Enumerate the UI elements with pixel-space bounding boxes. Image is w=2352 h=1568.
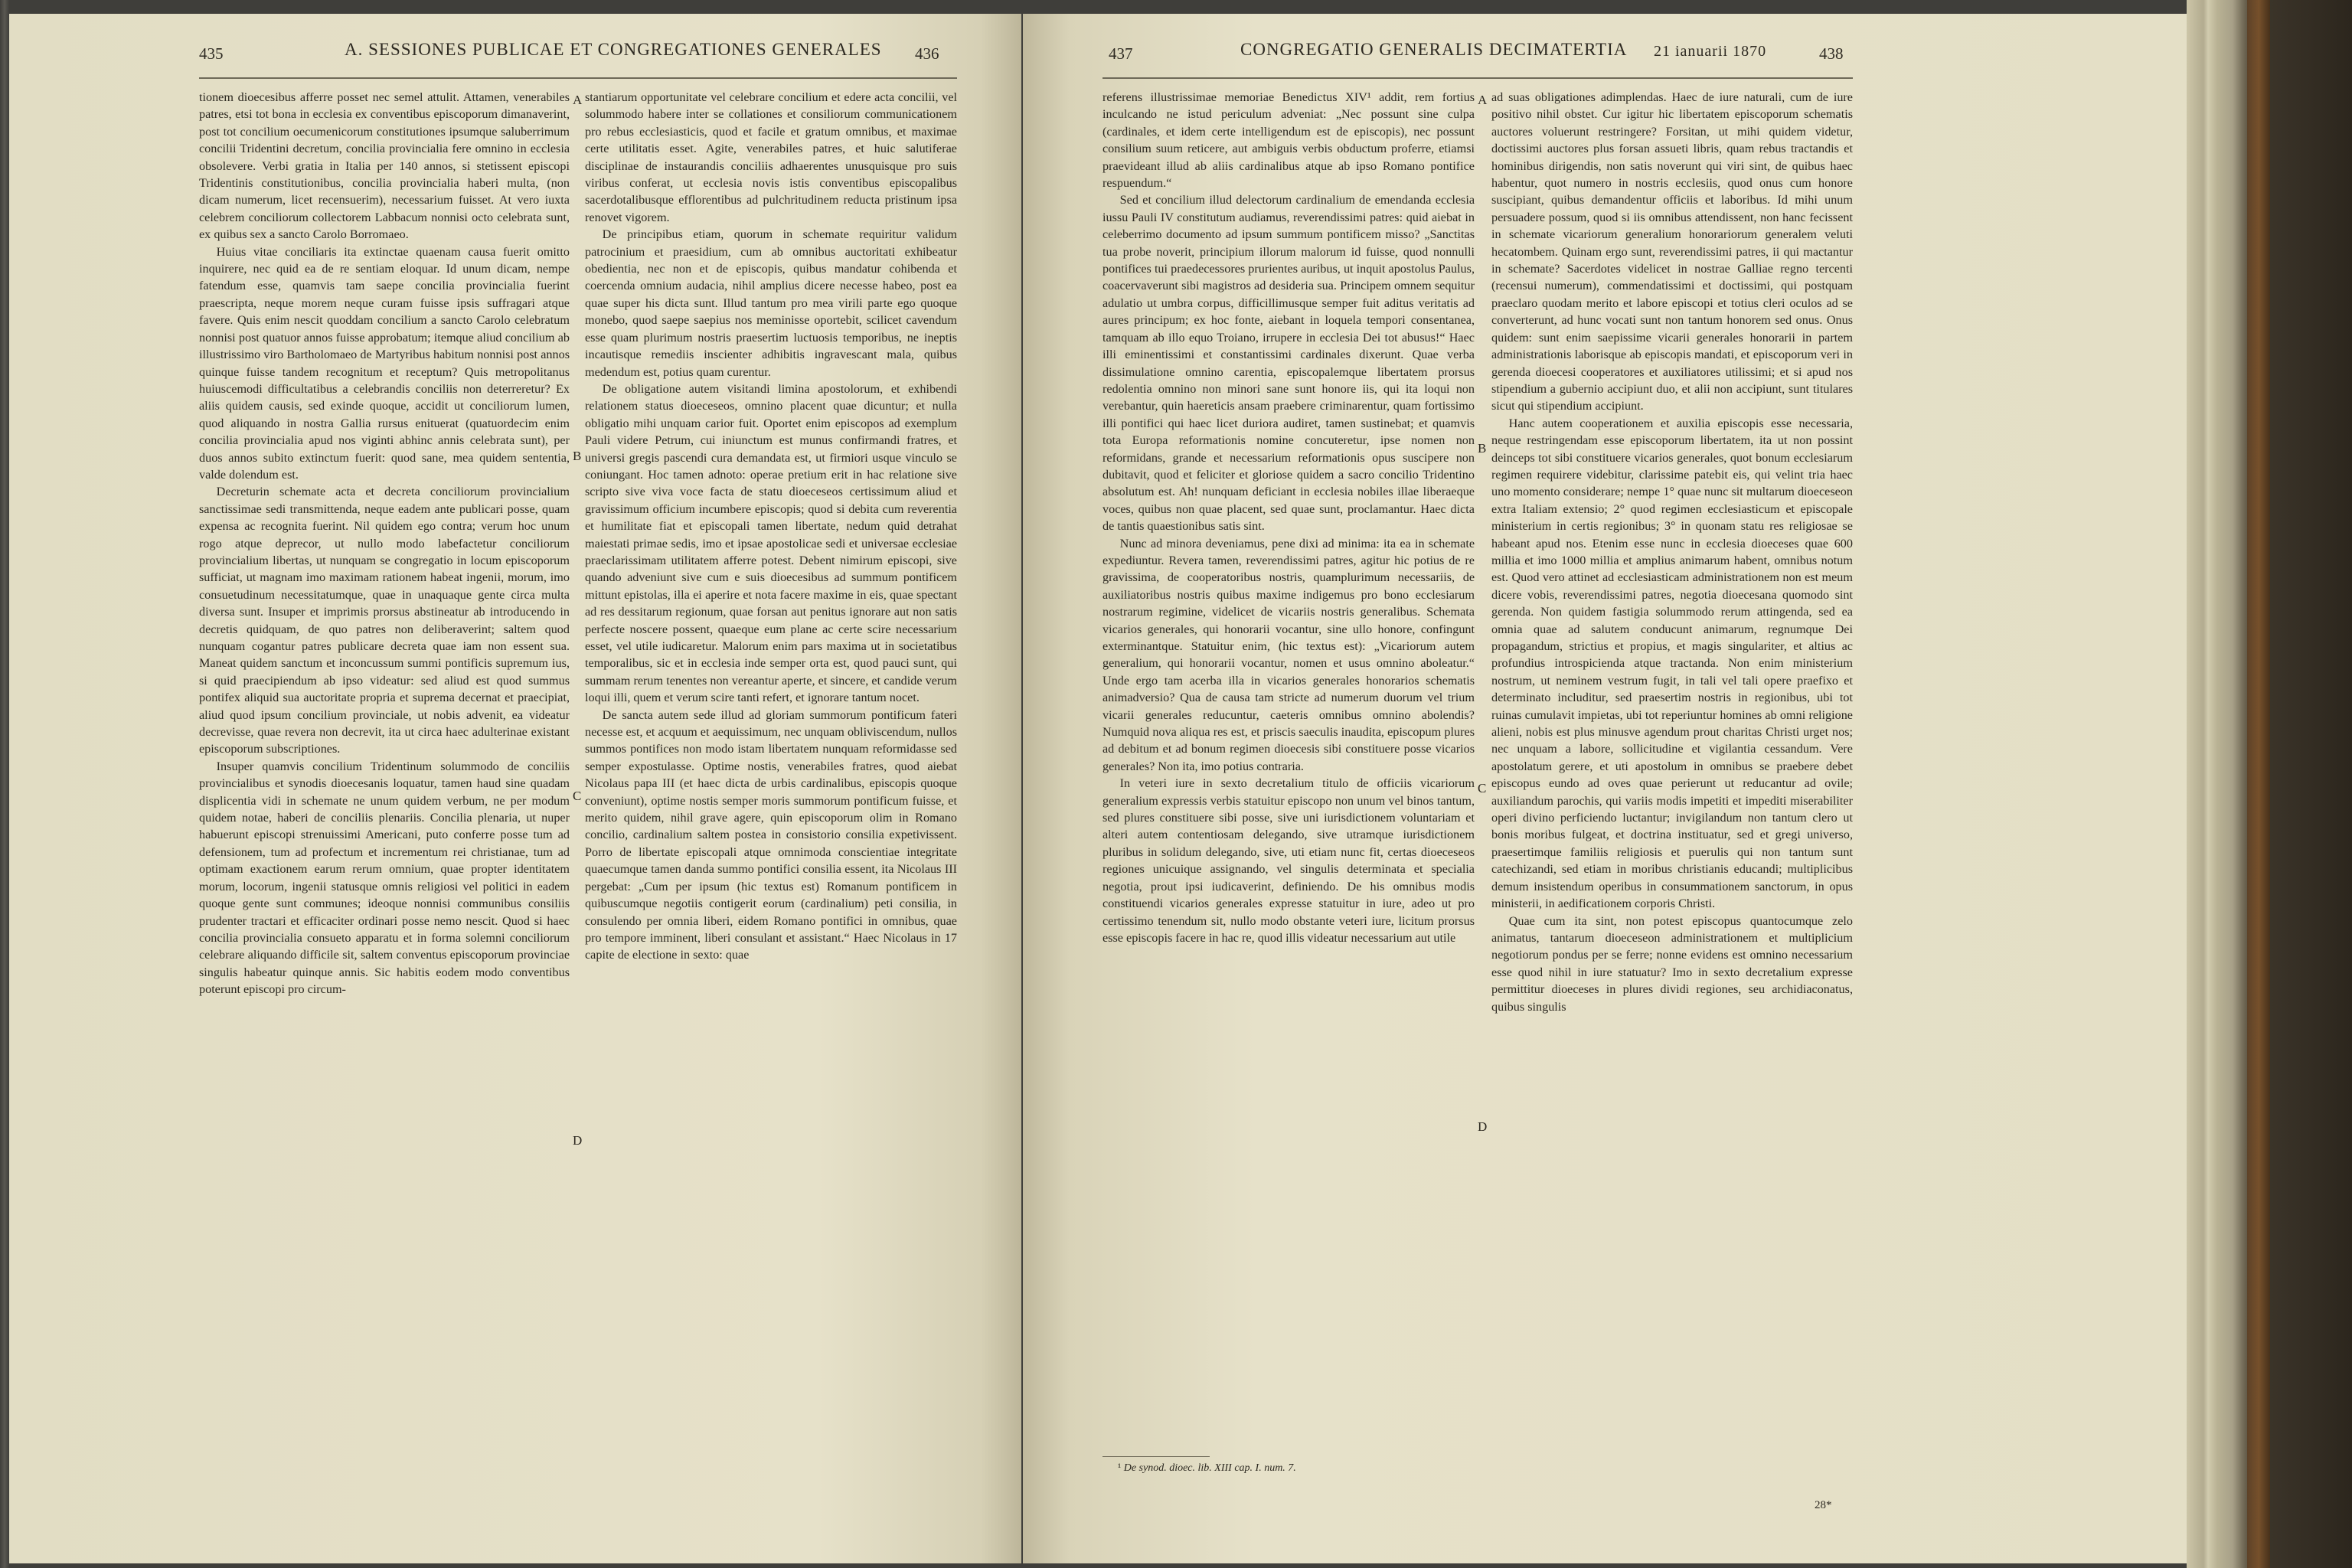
running-date: 21 ianuarii 1870 xyxy=(1654,43,1767,60)
margin-letter: D xyxy=(573,1133,583,1148)
margin-letter: A xyxy=(1478,93,1488,107)
header-rule xyxy=(199,77,957,79)
paragraph: De sancta autem sede illud ad gloriam summorum pontificum fateri necesse est, et acquum et aequissimum, nec unquam obliviscendum, nullos summos pontifices non modo istam libertatem nunquam reformidasse sed semper expostulasse. Optime nostis, venerabiles fratres, quod aiebat Nicolaus papa III (et haec dicta de urbis cardinalibus, episcopis quoque conveniunt), optime nostis semper moris summorum pontificum fuisse, et merito quidem, nihil grave agere, quin episcoporum olim in Romano concilio, cardinalium saltem postea in consistorio consilia expetivissent. Porro de libertate episcopali atque omnimoda conscientiae integritate quaecumque tamen danda summo pontifici consilia essent, ita Nicolaus III pergebat: „Cum per ipsum (hic textus est) Romanum pontificem in quibuscumque negotiis contigerit eorum (cardinalium) peti consilia, in consulendo per omnia liberi, eidem Romano pontifici in omnibus, quae pro tempore imminent, liberi consulant et assistant.“ Haec Nicolaus in 17 capite de electione in sexto: quae xyxy=(585,707,957,962)
running-head: A. SESSIONES PUBLICAE ET CONGREGATIONES GENERALES xyxy=(345,40,882,59)
footnote-marker: ¹ xyxy=(1118,1462,1122,1474)
page-number: 436 xyxy=(915,44,939,63)
binding-edge xyxy=(2247,0,2270,1568)
signature-mark: 28* xyxy=(1815,1499,1832,1511)
margin-letter: B xyxy=(1478,441,1487,456)
page-number: 438 xyxy=(1819,44,1844,63)
paragraph: Sed et concilium illud delectorum cardinalium de emendanda ecclesia iussu Pauli IV constitutum audiamus, reverendissimi patres: quid aiebat in celeberrimo documento ad ipsum summum pontificem misso? „Sanctitas tua probe noverit, principium illorum malorum id fuisse, quod nonnulli pontifices tui praedecessores prurientes auribus, ut inquit apostolus Paulus, coacervaverunt sibi magistros ad desideria sua. Principem omnem sequitur adulatio ut umbra corpus, difficillimusque semper fuit aditus veritatis ad aures principum; ex hoc fonte, aiebant in loquela tempori consentanea, tamquam ab illo equo Troiano, irrupere in ecclesia Dei tot abusus!“ Haec illi eminentissimi et constantissimi cardinales dixerunt. Quae verba dissimulatione omnino carentia, episcopalemque libertatem prorsus redolentia omnino non minori sane sunt honore iis, qui ita loqui non verebantur, quin haereticis ansam praebere criminarentur, quam fortissimo illi pontifici qui haec licet duriora audiret, tamen sustinebat; et quamvis tota Europa reformationis nomine concuteretur, ipse nomen non reformidans, grande et necessarium reformationis opus suscipere non dubitavit, quod et feliciter et gloriose quidem a sacro concilio Tridentino absolutum est. Ah! nunquam deficiant in ecclesia nobiles illae liberaeque voces, quibus non quae placent, sed quae sunt, proclamantur. Haec dicta de tantis quaestionibus satis sint. xyxy=(1102,193,1475,534)
paragraph: Decreturin schemate acta et decreta conciliorum provincialium sanctissimae sedi transmittenda, neque eadem ante publicari posse, quam expensa ac recognita fuerint. Nil quidem ego contra; verum hoc unum rogo atque deprecor, ut nullo modo labefactetur conciliorum provincialium libertas, ut nunquam se congregatio in locum episcoporum sufficiat, ut magnam imo maximam rationem habeat ingenii, morum, imo consuetudinum necessitatumque, quae in unaquaque gente circa multa diversa sunt. Insuper et imprimis prorsus abstineatur ab introducendo in decretis quidquam, de quo patres non deliberaverint; saltem quod nunquam cogantur patres publicare decreta quae iam non essent sua. Maneat quidem sanctum et inconcussum summi pontificis supremum ius, si quid praecipiendum ab ipso videatur: sed aliud est quod summus pontifex aliquid sua auctoritate propria et suprema decernat et praecipiat, aliud quod ipsum concilium provinciale, ut nobis advenit, ea videatur decrevisse, quae revera non decrevit, ita ut circa haec adulterinae existant episcoporum subscriptiones. xyxy=(199,485,570,756)
left-page xyxy=(9,14,1021,1563)
paragraph: referens illustrissimae memoriae Benedictus XIV¹ addit, rem fortius inculcando ne istud periculum adveniat: „Nec possunt sine culpa (cardinales, et idem certe intelligendum est de episcopis), nec possunt consilium suum reticere, aut ambiguis verbis obductum proferre, etiamsi praevideant illud ab aliis cardinalibus atque ab ipso Romano pontifice respuendum.“ xyxy=(1102,90,1475,191)
paragraph: stantiarum opportunitate vel celebrare concilium et edere acta concilii, vel solummodo habere inter se collationes et consiliorum communicationem pro rebus ecclesiasticis, quod et facile et gratum omnibus, et maximae certe utilitatis esset. Agite, venerabiles patres, et huic salutiferae disciplinae de instaurandis conciliis adhaerentes unusquisque pro suis viribus conferat, ut ecclesia novis istis conventibus episcopalibus sacerdotalibusque efflorentibus ad pulchritudinem reducta pristinum ipsa renovet vigorem. xyxy=(585,90,957,224)
footnote-text: De synod. dioec. lib. XIII cap. I. num. 7. xyxy=(1123,1462,1296,1474)
paragraph: ad suas obligationes adimplendas. Haec de iure naturali, cum de iure positivo nihil obstet. Cur igitur hic libertatem episcoporum schematis auctores voluerunt restringere? Forsitan, ut mihi quidem videtur, doctissimi auctores plus forsan assueti libris, quam rebus tractandis et hominibus dirigendis, non satis noverunt qui viri sint, de quibus haec habentur, quot numero in nostris ecclesiis, quod onus cum honore suscipiant, quibus demandentur officiis et laboribus. Id mihi unum persuadere possum, quod si iis omnibus attendissent, non hanc fecissent in schemate vicariorum generalium honorariorum generalem veluti hecatombem. Quinam ergo sunt, reverendissimi patres, ii qui mactantur in schemate? Sacerdotes videlicet in nostrae Galliae regno tercenti (recensui numerum), commendatissimi et doctissimi, qui postquam praeclaro quodam merito et labore episcopi et totius cleri oculos ad se converterunt, ad hunc vocati sunt non tantum honorem sed onus. Onus quidem: sunt enim saepissime vicarii generales honorarii in partem administrationis laborisque ab episcopis mandati, et episcoporum veri in gerenda dioecesi cooperatores et auxiliatores utilissimi; et si apud nos stipendium a gubernio accipiunt duo, et alii non accipiunt, sunt titulares sicut qui stipendium accipiunt. xyxy=(1491,90,1853,413)
paragraph: Nunc ad minora deveniamus, pene dixi ad minima: ita ea in schemate expediuntur. Revera tamen, reverendissimi patres, agitur hic potius de re gravissima, de cooperatoribus nostris, quamplurimum necessariis, de auxiliatoribus nostris quibus maxime indigemus pro bono ecclesiarum nostrarum regimine, videlicet de vicariis nostris generalibus. Schemata vicarios generales, qui honorarii vocantur, sine ullo honore, confingunt exterminantque. Statuitur enim, (hic textus est): „Vicariorum autem generalium, qui honorarii vocantur, nomen et usus omnino aboleatur.“ Unde ergo tam acerba illa in vicarios generales honorarios schematis animadversio? Qua de causa tam stricte ad numerum duorum vel trium vicarii generales reducuntur, caeteris omnibus omnino abolendis? Numquid nova aliqua res est, et priscis saeculis inaudita, episcopum plures ad debitum et ad bonum regimen dioecesis sibi constituere posse vicarios generales? Non ita, imo potius contraria. xyxy=(1102,536,1475,773)
running-head: CONGREGATIO GENERALIS DECIMATERTIA xyxy=(1240,40,1628,59)
paragraph: Hanc autem cooperationem et auxilia episcopis esse necessaria, neque restringendam esse episcoporum libertatem, ita ut non possint deinceps tot sibi constituere vicarios generales, quot bonum ecclesiarum regimen requirere videbitur, clarissime patebit eis, qui velint tria haec uno momento considerare; nempe 1° quae nunc sit multarum dioeceseon extra Italiam extensio; 2° quod regimen ecclesiasticum et episcopale ministerium in certis regionibus; 3° in quonam statu res religiosae se habeant apud nos. Etenim esse nunc in ecclesia dioeceses quae 600 millia et imo 1000 millia et amplius animarum habent, omnibus notum est. Quod vero attinet ad ecclesiasticam administrationem non est meum dicere vobis, reverendissimi patres, negotia dioecesana quomodo sint gerenda. Non quidem fastigia solummodo rerum attingenda, sed ea omnia quae ad salutem conducunt animarum, regnumque Dei propagandum, strictius et propius, et magis singulariter, et altius ac profundius introspicienda atque tractanda. Non enim ministerium nostrum, ut neminem vestrum fugit, in tali vel tali opere praefixo et determinato includitur, sed praesertim nostris in regionibus, ubi tot ruinas cumulavit impietas, ubi tot reperiuntur homines ab omni religione alieni, nobis est plus minusve agendum prout charitas Christi urget nos; nec unquam a labore, sollicitudine et vigilantia cessandum. Vere apostolatum gerere, et uti apostolum in omnibus se praebere debet episcopus eundo ad oves quae perierunt ut reducantur ad ovile; auxiliandum parochis, qui variis modis impetiti et impediti miserabiliter operi divino perficiendo luctantur; invigilandum non tantum clero ut bonis moribus fulgeat, et doctrina instituatur, sed et gregi universo, praesertimque familiis religiosis et puerulis qui non tantum sunt catechizandi, sed etiam in moribus christianis educandi; multiplicibus demum insistendum operibus in consummationem sanctorum, in opus ministerii, in aedificationem corporis Christi. xyxy=(1491,416,1853,911)
paragraph: Insuper quamvis concilium Tridentinum solummodo de conciliis provincialibus et synodis dioecesanis loquatur, tamen haud sine quadam displicentia vidi in schemate ne unum quidem verbum, ne per modum quidem notae, haberi de conciliis plenariis. Concilia plenaria, ut nuper habuerunt episcopi strenuissimi Americani, puto conferre posse tum ad defensionem, tum ad profectum et incrementum rei christianae, tum ad optimam exactionem earum rerum omnium, quae propter identitatem morum, locorum, ingenii statusque omnis religiosi vel politici in eadem quoque gente sunt communes; ideoque nonnisi communibus consiliis prudenter tractari et efficaciter ordinari posse nemo nescit. Quod si haec concilia provincialia consueto apparatu et in forma solemni conciliorum celebrare aliquando difficile sit, saltem conventus episcoporum provinciae singulis habeatur quinque annis. Sic habitis eodem modo conventibus poterunt episcopi pro circum- xyxy=(199,759,570,997)
margin-letter: A xyxy=(573,93,583,107)
page-number: 435 xyxy=(199,44,224,63)
paragraph: De obligatione autem visitandi limina apostolorum, et exhibendi relationem status dioeceseos, omnino placent quae dicuntur; et nulla obligatio mihi unquam carior fuit. Oportet enim episcopos ad exemplum Pauli videre Petrum, cui iniunctum est munus confirmandi fratres, et universi gregis pascendi cura demandata est, ut firmiori usque vinculo se coniungant. Hoc tamen adnoto: operae pretium erit in hac relatione sive scripto sive viva voce facta de statu dioeceseos certissimum aliud et gravissimum officium incumbere episcopis; quod si debita cum reverentia et humilitate fiat et episcopali tamen libertate, nedum quid detrahat maiestati primae sedis, imo et ipsae apostolicae sedi et universae ecclesiae praeclarissimam utilitatem afferre potest. Debent nimirum episcopi, sive quando adveniunt sive cum e suis dioecesibus ad summum pontificem mittunt epistolas, illa ei aperire et nota facere maxime in eis, quae spectant ad res dessitarum regionum, quae forsan aut penitus ignorare aut non satis perfecte noscere possent, quaeque eum plane ac certe scire necessarium esset, vel utile iudicaretur. Malorum enim pars maxima ut in societatibus temporalibus, sic et in ecclesia inde semper orta est, quod pauci sunt, qui summam rerum tenentes non vereantur aperte, et sincere, et candide verum loqui illi, quem et verum scire tanti refert, et ignorare tantum nocet. xyxy=(585,381,957,705)
paragraph: Quae cum ita sint, non potest episcopus quantocumque zelo animatus, tantarum dioeceseon administrationem et multiplicium negotiorum pondus per se ferre; nonne evidens est omnino necessarium esse quod nihil in iure statuatur? Imo in sexto decretalium expresse permittitur dioeceses in plures dividi regiones, seu archidiaconatus, quibus singulis xyxy=(1491,913,1853,1014)
page-number: 437 xyxy=(1109,44,1133,63)
text-column-2 xyxy=(1491,89,1853,1498)
paragraph: tionem dioecesibus afferre posset nec semel attulit. Attamen, venerabiles patres, etsi tot bona in ecclesia ex conventibus episcoporum dimanaverint, post tot concilium oecumenicorum constitutiones ipsumque saluberrimum concilii Tridentini decretum, concilia provincialia fere omnino in ecclesia obsolevere. Verbi gratia in Italia per 140 annos, si stetissent episcopi Tridentinis constitutionibus, concilia provincialia haberi multa, (non dicam numerum, licet recensuerim), necessarium fuisset. At vero iuxta celebrem conciliorum collectorem Labbacum nonnisi octo celebrata sunt, ex quibus sex a sancto Carolo Borromaeo. xyxy=(199,90,570,242)
footnote-rule xyxy=(1102,1456,1210,1457)
text-column-1 xyxy=(1102,89,1475,1446)
margin-letter: D xyxy=(1478,1119,1488,1134)
paragraph: In veteri iure in sexto decretalium titulo de officiis vicariorum generalium expressis verbis statuitur episcopo non unum vel binos tantum, sed plures constituere sibi posse, sive uni iurisdictionem voluntariam et alteri autem contentiosam delegando, sive utramque iurisdictionem pluribus in solidum delegando, sive, uti etiam nunc fit, certas dioeceseos regiones unicuique assignando, vel singulis determinata et specialia negotia, prout ipsi iudicaverint, definiendo. De his omnibus modis constituendi vicarios generales expresse statuitur in iure, adeo ut pro certissimo tenendum sit, nullo modo obstante veteri iure, licitum prorsus esse episcopis facere in hac re, quod illis videatur necessarium aut utile xyxy=(1102,776,1475,945)
paragraph: Huius vitae conciliaris ita extinctae quaenam causa fuerit omitto inquirere, nec quid ea de re sentiam eloquar. Id unum dicam, nempe fatendum esse, quamvis tam saepe concilia provincialia fuerint praescripta, neque morem neque curam fuisse ipsis suffragari atque favere. Quis enim nescit quoddam concilium a sancto Carolo celebratum nonnisi post quatuor annos fuisse approbatum; itemque aliud concilium ab illustrissimo viro Bartholomaeo de Martyribus habitum nonnisi post annos quinque fuisse tandem recognitum et receptum? Quis metropolitanus huiuscemodi difficultatibus a celebrandis conciliis non deterreretur? Ex aliis quidem causis, sed exinde quoque, accidit ut conciliorum lumen, quod aliquando in nostra Gallia rursus enituerat (quatuordecim enim concilia provincialia apud nos viginti abhinc annis celebrata sunt), per duos annos subito extinctum fuerit: quod sane, mea quidem sententia, valde dolendum est. xyxy=(199,244,570,482)
header-rule xyxy=(1102,77,1853,79)
margin-letter: C xyxy=(573,789,582,803)
margin-letter: C xyxy=(1478,781,1487,795)
right-page xyxy=(1023,14,2187,1563)
text-column-1 xyxy=(199,89,570,1490)
text-column-2 xyxy=(585,89,957,1490)
margin-letter: B xyxy=(573,449,582,463)
paragraph: De principibus etiam, quorum in schemate requiritur validum patrocinium et praesidium, cum ab omnibus auctoritati exhibeatur obedientia, nec non et de episcopis, quibus mandatur cohibenda et coercenda omnium audacia, nihil amplius dicere necesse habeo, post ea quae super his dicta sunt. Illud tantum pro mea virili parte ego quoque monebo, quod saepe saepius nos meminisse oportebit, scilicet cavendum esse quam plurimum nostris praesertim luctuosis temporibus, ne ineptis incautisque remediis inscienter adhibitis ingravescant mala, quibus medendum est, potius quam curentur. xyxy=(585,227,957,379)
footnote xyxy=(1118,1462,1296,1475)
